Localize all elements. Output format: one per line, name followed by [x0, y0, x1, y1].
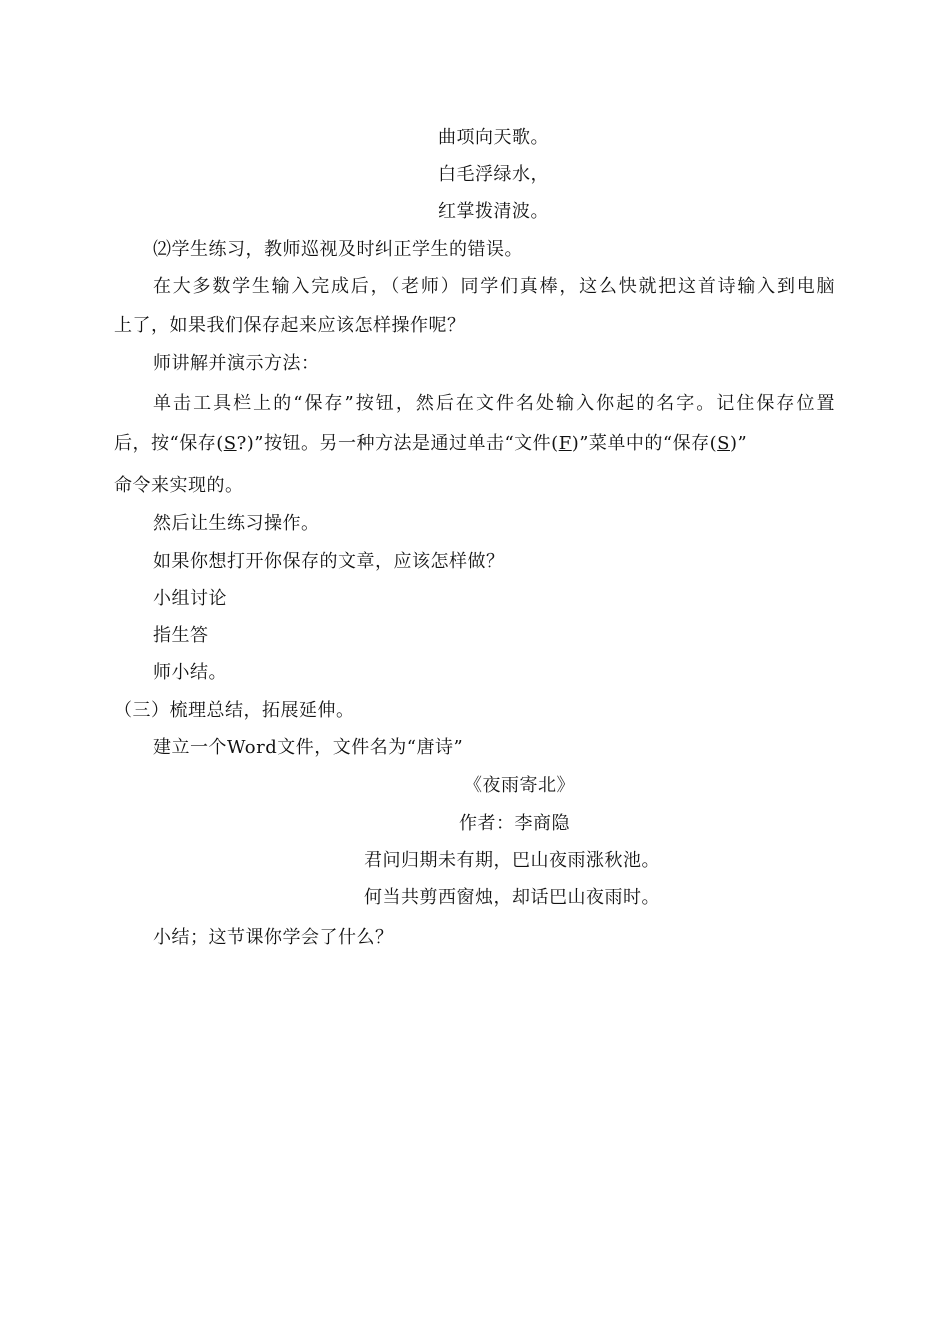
praise-paragraph-line-1: 在大多数学生输入完成后，（老师）同学们真棒，这么快就把这首诗输入到电脑: [153, 276, 835, 297]
praise-paragraph-line-2: 上了，如果我们保存起来应该怎样操作呢？: [114, 315, 466, 336]
poem1-line-3: 曲项向天歌。: [438, 127, 549, 148]
save-line-2-part-d: )”: [729, 433, 748, 454]
save-shortcut-key-1: S: [223, 433, 237, 454]
teacher-summary: 师小结。: [153, 662, 227, 683]
save-paragraph-line-2: [114, 432, 747, 456]
poem2-author: 作者：李商隐: [459, 813, 570, 834]
file-menu-shortcut-key: F: [558, 433, 572, 454]
poem2-line-1: 君问归期未有期，巴山夜雨涨秋池。: [364, 850, 660, 871]
save-paragraph-line-3: 命令来实现的。: [114, 475, 244, 496]
practice-paragraph: ⑵学生练习，教师巡视及时纠正学生的错误。: [153, 239, 523, 260]
section-3-heading: （三）梳理总结，拓展延伸。: [114, 700, 355, 721]
save-paragraph-line-1: 单击工具栏上的“保存”按钮，然后在文件名处输入你起的名字。记住保存位置: [153, 393, 835, 414]
poem1-line-5: 红掌拨清波。: [438, 201, 549, 222]
save-line-2-part-b: ?)”按钮。另一种方法是通过单击“文件(: [236, 433, 559, 454]
poem2-line-2: 何当共剪西窗烛，却话巴山夜雨时。: [364, 887, 660, 908]
group-discussion: 小组讨论: [153, 588, 227, 609]
poem1-line-4: 白毛浮绿水，: [438, 164, 549, 185]
practice-operation: 然后让生练习操作。: [153, 513, 320, 534]
save-line-2-part-c: )”菜单中的“保存(: [571, 433, 718, 454]
task-instruction: 建立一个Word文件，文件名为“唐诗”: [153, 737, 464, 758]
student-answer: 指生答: [153, 625, 209, 646]
save-line-2-part-a: 后，按“保存(: [114, 433, 224, 454]
open-question: 如果你想打开你保存的文章，应该怎样做？: [153, 551, 505, 572]
demo-intro: 师讲解并演示方法：: [153, 353, 320, 374]
save-shortcut-key-2: S: [717, 433, 730, 454]
closing-summary: 小结；这节课你学会了什么？: [153, 927, 394, 948]
poem2-title: 《夜雨寄北》: [464, 775, 575, 796]
